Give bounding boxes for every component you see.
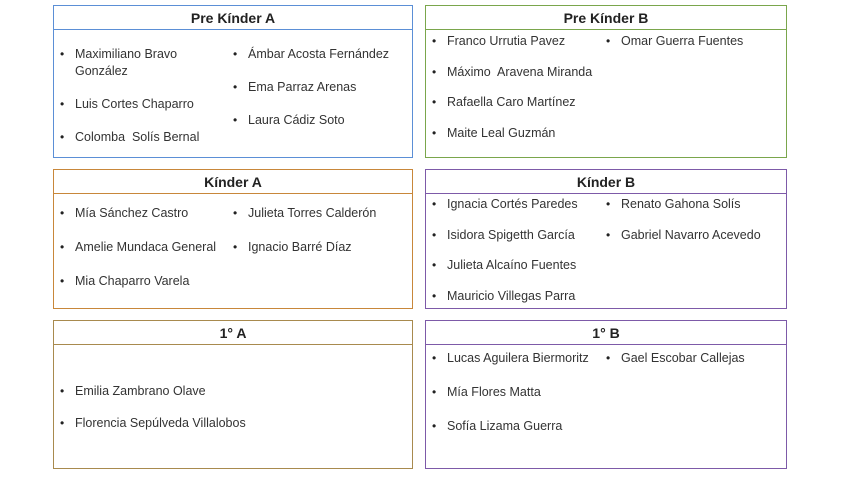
bullet-icon: • bbox=[432, 65, 437, 79]
student-name: Mia Chaparro Varela bbox=[75, 274, 190, 288]
group-box-1-a bbox=[53, 320, 413, 469]
student-name: Florencia Sepúlveda Villalobos bbox=[75, 416, 246, 430]
student-name: Ema Parraz Arenas bbox=[248, 80, 357, 94]
student-name: Sofía Lizama Guerra bbox=[447, 419, 563, 433]
group-box-pre-kinder-a bbox=[53, 5, 413, 158]
bullet-icon: • bbox=[60, 97, 65, 111]
list-item bbox=[432, 418, 562, 435]
list-item bbox=[233, 79, 356, 96]
bullet-icon: • bbox=[432, 197, 437, 211]
bullet-icon: • bbox=[432, 258, 437, 272]
list-item bbox=[432, 196, 578, 213]
list-item bbox=[432, 288, 575, 305]
group-box-kinder-b bbox=[425, 169, 787, 309]
list-item bbox=[60, 239, 216, 256]
bullet-icon: • bbox=[60, 384, 65, 398]
list-item bbox=[233, 112, 345, 129]
bullet-icon: • bbox=[432, 351, 437, 365]
list-item bbox=[60, 129, 199, 146]
list-item bbox=[233, 205, 376, 222]
list-item bbox=[432, 350, 589, 367]
bullet-icon: • bbox=[60, 206, 65, 220]
student-name: Amelie Mundaca General bbox=[75, 240, 217, 254]
student-name: Laura Cádiz Soto bbox=[248, 113, 345, 127]
list-item bbox=[432, 227, 575, 244]
list-item bbox=[432, 257, 576, 274]
list-item bbox=[233, 239, 352, 256]
student-name: Lucas Aguilera Biermoritz bbox=[447, 351, 589, 365]
group-title: Pre Kínder B bbox=[426, 6, 786, 30]
bullet-icon: • bbox=[233, 113, 238, 127]
student-name: Mauricio Villegas Parra bbox=[447, 289, 576, 303]
student-name: Mía Flores Matta bbox=[447, 385, 541, 399]
list-item bbox=[60, 415, 246, 432]
bullet-icon: • bbox=[233, 47, 238, 61]
student-name: Ignacio Barré Díaz bbox=[248, 240, 352, 254]
group-title: Kínder B bbox=[426, 170, 786, 194]
bullet-icon: • bbox=[432, 34, 437, 48]
list-item bbox=[606, 33, 743, 50]
list-item bbox=[432, 384, 541, 401]
group-title: Pre Kínder A bbox=[54, 6, 412, 30]
bullet-icon: • bbox=[606, 197, 611, 211]
bullet-icon: • bbox=[606, 228, 611, 242]
student-name: Isidora Spigetth García bbox=[447, 228, 575, 242]
bullet-icon: • bbox=[60, 130, 65, 144]
student-name: Colomba Solís Bernal bbox=[75, 130, 200, 144]
group-box-kinder-a bbox=[53, 169, 413, 309]
student-name: Gael Escobar Callejas bbox=[621, 351, 745, 365]
list-item bbox=[60, 273, 189, 290]
bullet-icon: • bbox=[60, 416, 65, 430]
list-item bbox=[233, 46, 389, 63]
bullet-icon: • bbox=[233, 240, 238, 254]
list-item bbox=[606, 196, 741, 213]
student-name: Omar Guerra Fuentes bbox=[621, 34, 744, 48]
group-box-pre-kinder-b bbox=[425, 5, 787, 158]
bullet-icon: • bbox=[60, 47, 65, 61]
list-item bbox=[60, 46, 210, 80]
student-name: Renato Gahona Solís bbox=[621, 197, 741, 211]
list-item bbox=[432, 94, 576, 111]
student-name: Maximiliano Bravo González bbox=[75, 47, 178, 78]
bullet-icon: • bbox=[432, 385, 437, 399]
group-box-1-b bbox=[425, 320, 787, 469]
group-title: 1° A bbox=[54, 321, 412, 345]
bullet-icon: • bbox=[233, 80, 238, 94]
student-name: Máximo Aravena Miranda bbox=[447, 65, 593, 79]
list-item bbox=[606, 350, 745, 367]
list-item bbox=[60, 205, 188, 222]
student-name: Gabriel Navarro Acevedo bbox=[621, 228, 761, 242]
student-name: Ámbar Acosta Fernández bbox=[248, 47, 390, 61]
bullet-icon: • bbox=[60, 240, 65, 254]
student-name: Emilia Zambrano Olave bbox=[75, 384, 206, 398]
bullet-icon: • bbox=[233, 206, 238, 220]
bullet-icon: • bbox=[60, 274, 65, 288]
list-item bbox=[432, 33, 565, 50]
group-title: Kínder A bbox=[54, 170, 412, 194]
student-name: Mía Sánchez Castro bbox=[75, 206, 189, 220]
bullet-icon: • bbox=[606, 351, 611, 365]
bullet-icon: • bbox=[432, 95, 437, 109]
bullet-icon: • bbox=[432, 228, 437, 242]
bullet-icon: • bbox=[432, 419, 437, 433]
student-name: Maite Leal Guzmán bbox=[447, 126, 556, 140]
list-item bbox=[432, 64, 592, 81]
student-name: Ignacia Cortés Paredes bbox=[447, 197, 578, 211]
student-name: Luis Cortes Chaparro bbox=[75, 97, 194, 111]
list-item bbox=[606, 227, 761, 244]
bullet-icon: • bbox=[432, 126, 437, 140]
student-name: Franco Urrutia Pavez bbox=[447, 34, 566, 48]
bullet-icon: • bbox=[606, 34, 611, 48]
bullet-icon: • bbox=[432, 289, 437, 303]
list-item bbox=[432, 125, 555, 142]
student-name: Julieta Torres Calderón bbox=[248, 206, 377, 220]
group-title: 1° B bbox=[426, 321, 786, 345]
student-name: Julieta Alcaíno Fuentes bbox=[447, 258, 577, 272]
list-item bbox=[60, 96, 194, 113]
list-item bbox=[60, 383, 206, 400]
student-name: Rafaella Caro Martínez bbox=[447, 95, 576, 109]
